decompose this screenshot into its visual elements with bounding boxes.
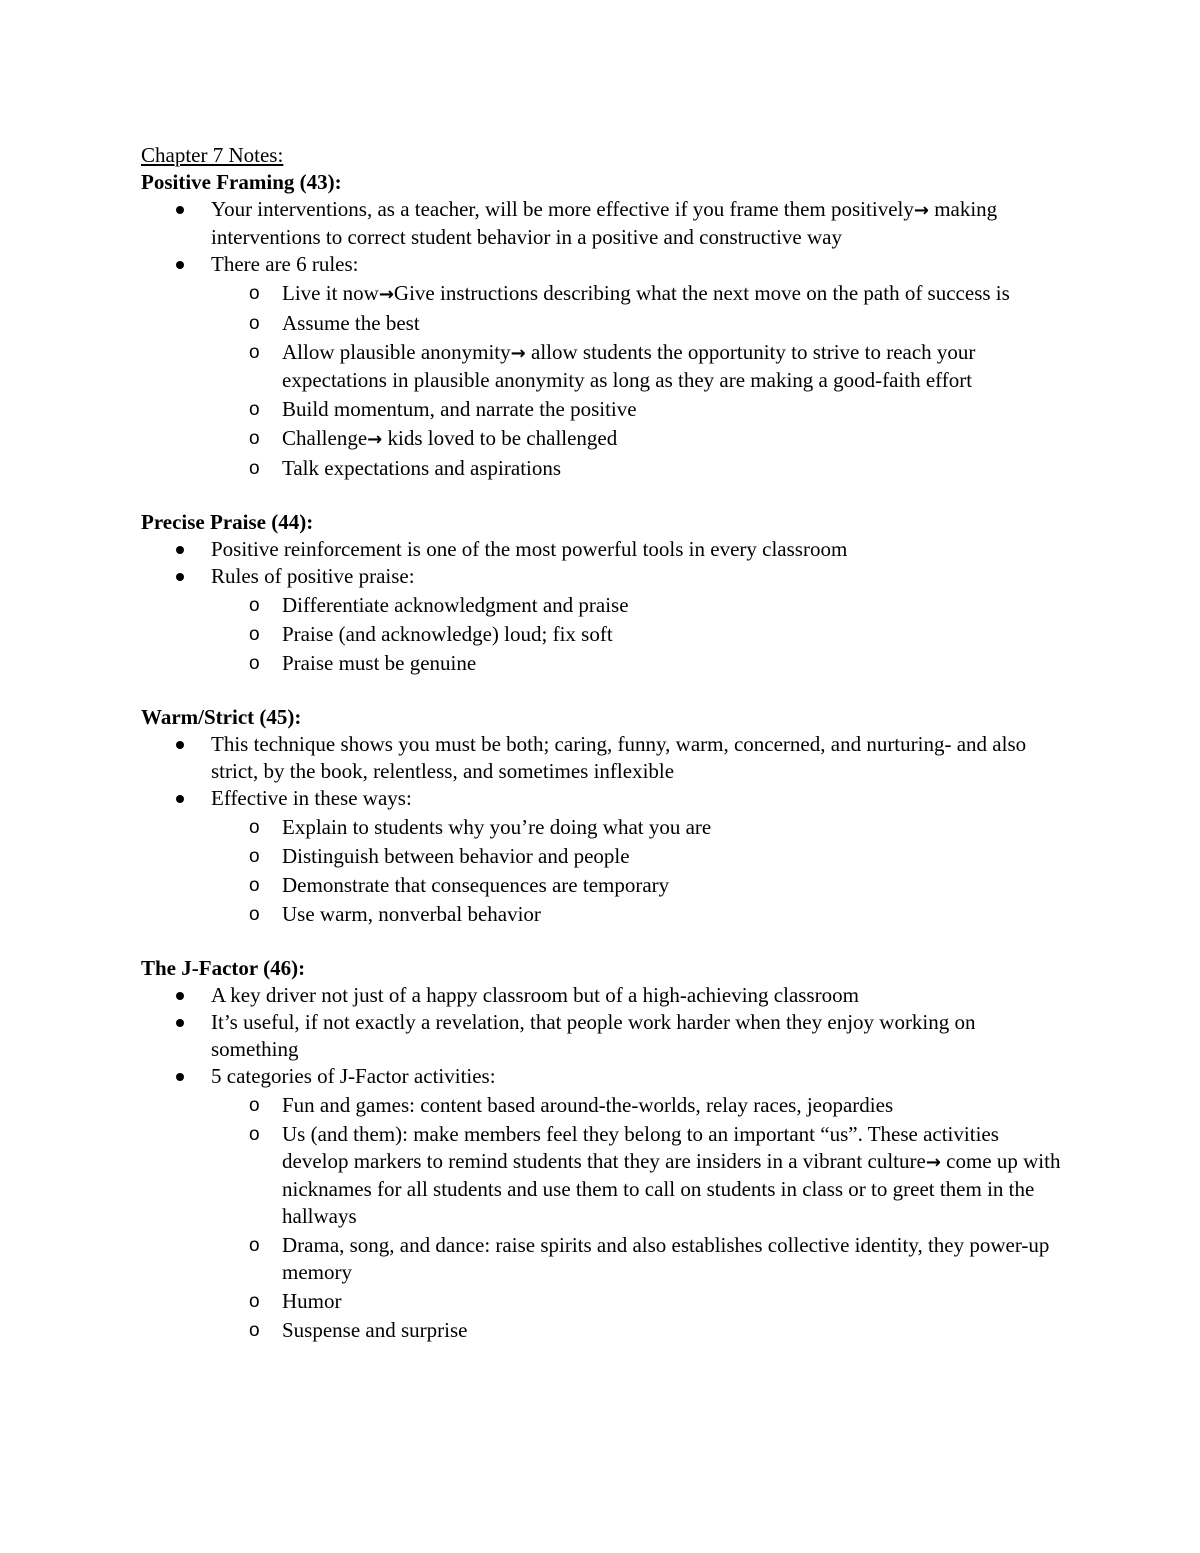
- sub-bullet-item: o Us (and them): make members feel they belong to an important “us”. These activities develop markers to remind students that they are insiders in a vibrant culture→ come up with nicknames for all students and use them to call on students in class or to greet them in the hallways: [141, 1121, 1061, 1230]
- sub-bullet-item: o Drama, song, and dance: raise spirits and also establishes collective identity, they power-up memory: [141, 1232, 1061, 1286]
- section-warm-strict: [141, 704, 1061, 928]
- bullet-item: A key driver not just of a happy classroom but of a high-achieving classroom: [141, 982, 1061, 1009]
- bullet-item: 5 categories of J-Factor activities:: [141, 1063, 1061, 1090]
- bullet-item: There are 6 rules:: [141, 251, 1061, 278]
- section-j-factor: [141, 955, 1061, 1344]
- section-positive-framing: [141, 169, 1061, 482]
- arrow-right-icon: →: [913, 200, 929, 221]
- sub-bullet-item: o Fun and games: content based around-the-worlds, relay races, jeopardies: [141, 1092, 1061, 1119]
- section-heading: Warm/Strict (45):: [141, 705, 302, 729]
- arrow-right-icon: →: [510, 343, 526, 364]
- sub-bullet-item: o Build momentum, and narrate the positive: [141, 396, 1061, 423]
- document-page: [141, 142, 1061, 1371]
- sub-bullet-item: o Allow plausible anonymity→ allow students the opportunity to strive to reach your expectations in plausible anonymity as long as they are making a good-faith effort: [141, 339, 1061, 394]
- document-title: Chapter 7 Notes:: [141, 143, 284, 167]
- sub-bullet-item: o Suspense and surprise: [141, 1317, 1061, 1344]
- sub-bullet-item: o Differentiate acknowledgment and praise: [141, 592, 1061, 619]
- section-heading: Precise Praise (44):: [141, 510, 314, 534]
- bullet-item: Positive reinforcement is one of the most powerful tools in every classroom: [141, 536, 1061, 563]
- sub-bullet-item: o Humor: [141, 1288, 1061, 1315]
- sub-bullet-item: o Talk expectations and aspirations: [141, 455, 1061, 482]
- sub-bullet-item: o Distinguish between behavior and people: [141, 843, 1061, 870]
- sub-bullet-item: o Praise (and acknowledge) loud; fix soft: [141, 621, 1061, 648]
- sub-bullet-item: o Live it now→Give instructions describing what the next move on the path of success is: [141, 280, 1061, 308]
- bullet-item: Rules of positive praise:: [141, 563, 1061, 590]
- arrow-right-icon: →: [367, 429, 383, 450]
- sub-bullet-item: o Demonstrate that consequences are temporary: [141, 872, 1061, 899]
- sub-bullet-item: o Use warm, nonverbal behavior: [141, 901, 1061, 928]
- sub-bullet-item: o Explain to students why you’re doing what you are: [141, 814, 1061, 841]
- bullet-item: This technique shows you must be both; caring, funny, warm, concerned, and nurturing- and also strict, by the book, relentless, and sometimes inflexible: [141, 731, 1061, 785]
- bullet-item: It’s useful, if not exactly a revelation, that people work harder when they enjoy working on something: [141, 1009, 1061, 1063]
- arrow-right-icon: →: [925, 1152, 941, 1173]
- arrow-right-icon: →: [378, 284, 394, 305]
- section-heading: Positive Framing (43):: [141, 170, 342, 194]
- sub-bullet-item: o Assume the best: [141, 310, 1061, 337]
- bullet-item: Effective in these ways:: [141, 785, 1061, 812]
- section-heading: The J-Factor (46):: [141, 956, 306, 980]
- sub-bullet-item: o Praise must be genuine: [141, 650, 1061, 677]
- sub-bullet-item: o Challenge→ kids loved to be challenged: [141, 425, 1061, 453]
- section-precise-praise: [141, 509, 1061, 677]
- bullet-item: Your interventions, as a teacher, will be more effective if you frame them positively→ making interventions to correct student behavior in a positive and constructive way: [141, 196, 1061, 251]
